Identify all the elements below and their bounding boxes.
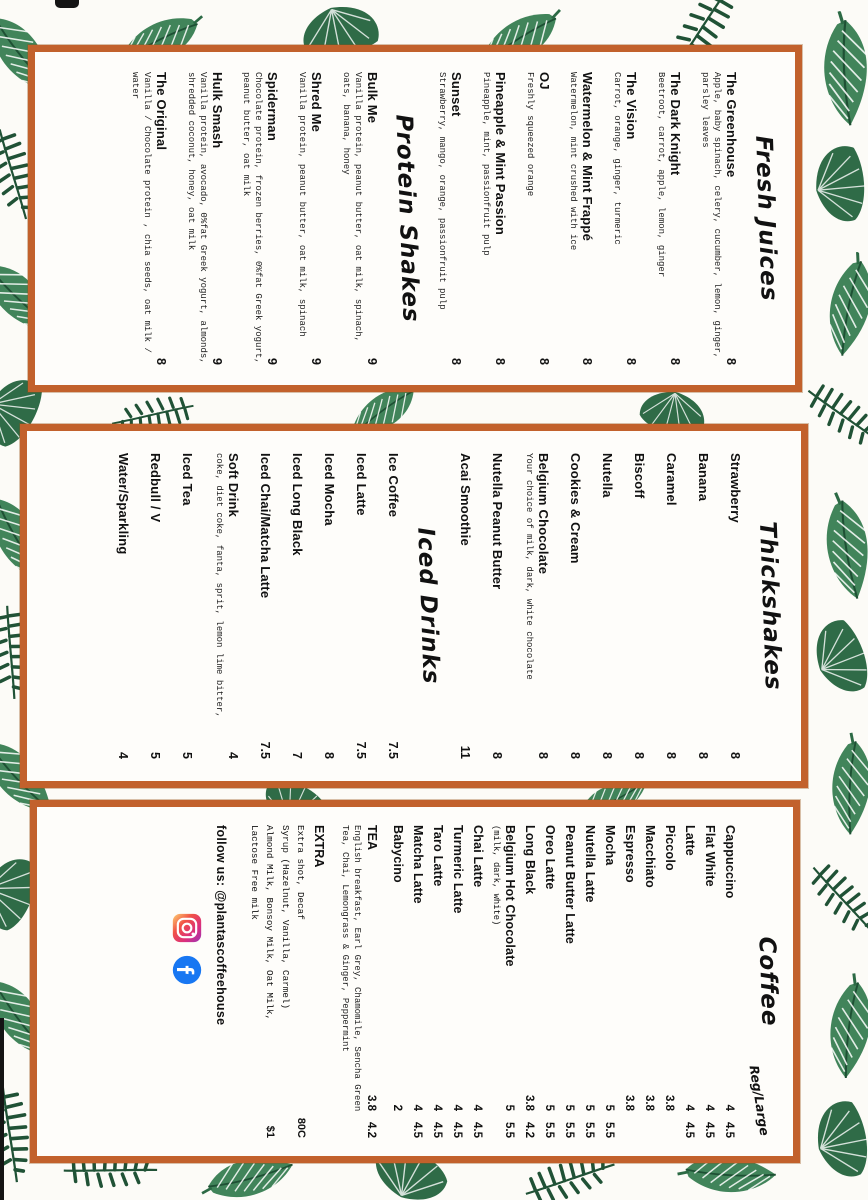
menu-item [728, 453, 743, 759]
item-name: Mocha [603, 825, 617, 866]
item-name: OJ [536, 72, 552, 90]
item-name: Nutella Latte [583, 825, 597, 903]
item-price: 4 [116, 752, 131, 759]
menu-item [391, 825, 405, 1138]
item-price: 9 [309, 358, 324, 365]
item-description: Watermelon, mint crushed with ice [568, 72, 579, 251]
item-price-reg: 4 [703, 1104, 715, 1111]
item-price-reg: 3.8 [365, 1095, 377, 1111]
menu-item [339, 72, 380, 365]
item-price-reg: 4 [471, 1104, 483, 1111]
tea-section [365, 825, 379, 1138]
item-name: Espresso [623, 825, 637, 883]
menu-item [435, 72, 464, 365]
item-description: Freshly squeezed orange [524, 72, 535, 197]
item-price: 9 [265, 358, 280, 365]
menu-item [632, 453, 647, 759]
item-price-reg: 4 [683, 1104, 695, 1111]
menu-item [723, 825, 737, 1138]
item-description: Carrot, orange, ginger, turmeric [612, 72, 623, 245]
item-price: 8 [492, 358, 507, 365]
item-description: Vanilla protein, avocado, 0%fat Greek yogurt, almonds, shredded coconut, honey, oat milk [185, 72, 208, 364]
section-title-iced-drinks: Iced Drinks [412, 527, 444, 685]
item-description: Beetroot, carrot, apple, lemon, ginger [656, 72, 667, 278]
item-name: Piccolo [663, 825, 677, 871]
item-price-reg: 3.8 [523, 1095, 535, 1111]
panel-juices-shakes [28, 45, 802, 392]
item-name: The Greenhouse [724, 72, 739, 178]
leaf-illustration [800, 727, 868, 844]
menu-item [543, 825, 557, 1138]
leaf-illustration [793, 7, 868, 133]
item-price-reg: 5 [583, 1104, 595, 1111]
item-price-reg: 3.8 [663, 1095, 675, 1111]
item-price: 8 [322, 752, 337, 759]
item-description: Apple, baby spinach, celery, cucumber, lemon, ginger, parsley leaves [700, 72, 722, 359]
menu-item [522, 453, 551, 759]
item-name: Biscoff [632, 453, 647, 499]
item-price-large: 4.5 [703, 1122, 715, 1138]
menu-item [458, 453, 473, 759]
menu-item [600, 453, 615, 759]
menu-item [295, 72, 324, 365]
menu-item [148, 453, 163, 759]
item-price-large: 4.2 [365, 1122, 377, 1138]
item-price: 8 [580, 358, 595, 365]
item-name: Spiderman [265, 72, 281, 141]
menu-item [479, 72, 508, 365]
menu-item [683, 825, 697, 1138]
item-name: Strawberry [728, 453, 743, 523]
menu-item [116, 453, 131, 759]
item-price-reg: 3.8 [623, 1095, 635, 1111]
item-price-large: 4.5 [683, 1122, 695, 1138]
item-description: Strawberry, mango, orange, passionfruit pulp [436, 72, 447, 310]
menu-item [611, 72, 640, 365]
item-name: Flat White [703, 825, 717, 887]
item-price-reg: 3.8 [643, 1095, 655, 1111]
item-price-reg: 5 [543, 1104, 555, 1111]
menu-item [184, 72, 225, 365]
item-name: Macchiato [643, 825, 657, 888]
item-name: Turmeric Latte [451, 825, 465, 914]
extra-text: Extra shot, Decaf [295, 825, 307, 920]
item-price: 8 [600, 752, 614, 759]
item-name: Taro Latte [431, 825, 445, 887]
item-name: Matcha Latte [411, 825, 425, 904]
leaf-illustration [795, 966, 868, 1088]
item-price: 8 [668, 358, 683, 365]
item-price: 7.5 [354, 741, 369, 759]
menu-item [354, 453, 369, 759]
item-price-reg: 4 [411, 1104, 423, 1111]
extra-row [278, 825, 292, 1138]
item-description: Pineapple, mint, passionfruit pulp [480, 72, 491, 256]
item-name: Water/Sparkling [116, 453, 132, 555]
extra-price: $1 [263, 1125, 276, 1138]
item-price-reg: 4 [723, 1104, 735, 1111]
section-title-extra: EXTRA [312, 825, 327, 868]
item-price-large: 5.5 [563, 1122, 575, 1138]
section-title-thickshakes: Thickshakes [754, 520, 786, 692]
item-price: 11 [458, 745, 473, 759]
menu-item [523, 72, 552, 365]
item-price-large [663, 1111, 675, 1138]
menu-item [663, 825, 677, 1138]
item-price: 8 [153, 358, 168, 365]
item-price-reg: 4 [431, 1104, 443, 1111]
menu-item [696, 453, 711, 759]
instagram-icon [172, 913, 202, 943]
price-header: Reg/Large [746, 1064, 773, 1137]
item-name: Belgium Chocolate [536, 453, 551, 575]
section-title-tea: TEA [365, 825, 379, 850]
section-title-fresh-juices: Fresh Juices [750, 135, 782, 302]
item-price-reg: 4 [451, 1104, 463, 1111]
item-price-reg: 5 [563, 1104, 575, 1111]
menu-item [471, 825, 485, 1138]
menu-item [703, 825, 717, 1138]
panel-thickshakes-iced [20, 424, 808, 788]
tea-varieties: English breakfast, Earl Grey, Chamomile, Sencha Green Tea, Chai, Lemongrass & Ginger, Peppermint [340, 825, 362, 1112]
item-name: Banana [696, 453, 711, 502]
item-name: Sunset [448, 72, 464, 117]
item-price-large [643, 1111, 655, 1138]
item-price-large: 4.5 [431, 1122, 443, 1138]
item-name: Watermelon & Mint Frappé [580, 72, 596, 241]
item-name: Soft Drink [226, 453, 242, 518]
item-price-reg: 5 [603, 1104, 615, 1111]
item-name: Acai Smoothie [458, 453, 474, 546]
social-follow-text: follow us: @plantascoffeehouse [214, 825, 229, 1026]
item-price: 9 [365, 358, 379, 365]
menu-item [583, 825, 597, 1138]
section-title-coffee: Coffee [753, 936, 783, 1027]
extra-section [312, 825, 326, 1138]
leaf-illustration [800, 134, 868, 235]
leaf-illustration [794, 246, 868, 365]
menu-item [568, 453, 583, 759]
menu-item [503, 825, 517, 1138]
menu-item [490, 453, 505, 759]
item-name: Latte [683, 825, 697, 856]
item-price: 8 [536, 752, 550, 759]
item-name: Iced Long Black [290, 453, 306, 556]
menu-item [654, 72, 683, 365]
item-description: coke, diet coke, fanta, sprit, lemon lime bitter, [214, 453, 225, 718]
item-price: 8 [696, 752, 710, 759]
item-price: 9 [209, 358, 224, 365]
item-price: 8 [490, 752, 505, 759]
item-description: Vanilla protein, peanut butter, oat milk, spinach [297, 72, 308, 337]
panel-coffee [30, 800, 800, 1163]
item-name: Long Black [523, 825, 537, 895]
menu-item [240, 72, 281, 365]
item-name: The Dark Knight [668, 72, 684, 176]
menu-item [411, 825, 425, 1138]
item-price-large: 4.2 [523, 1122, 535, 1138]
item-name: Nutella Peanut Butter [490, 453, 506, 590]
item-name: Cookies & Cream [568, 453, 583, 564]
item-name: Caramel [664, 453, 679, 506]
item-price-large: 4.5 [723, 1122, 735, 1138]
item-name: Iced Mocha [322, 453, 338, 526]
extra-text: Almond Milk, Bonsoy Milk, Oat Milk, [263, 825, 275, 1021]
menu-item [523, 825, 537, 1138]
menu-item [431, 825, 445, 1138]
leaf-illustration [802, 489, 868, 605]
item-price: 7.5 [386, 741, 401, 759]
menu-item [290, 453, 305, 759]
menu-item [212, 453, 241, 759]
item-price: 8 [624, 358, 639, 365]
menu-item [128, 72, 169, 365]
menu-item [563, 825, 577, 1138]
section-title-protein-shakes: Protein Shakes [390, 113, 424, 324]
item-description: Vanilla / Chocolate protein , chia seeds, oat milk / water [130, 72, 152, 353]
item-price-large [623, 1111, 635, 1138]
item-name: The Vision [624, 72, 640, 140]
menu-item [322, 453, 337, 759]
item-price: 4 [226, 752, 241, 759]
menu-item [386, 453, 401, 759]
menu-item [603, 825, 617, 1138]
item-name: Nutella [600, 453, 615, 498]
leaf-illustration [802, 367, 868, 467]
item-price: 8 [632, 752, 646, 759]
item-description: Chocolate protein, frozen berries, 0%fat Greek yogurt, peanut butter, oat milk [241, 72, 264, 364]
item-price: 5 [180, 752, 195, 759]
extra-text: Syrup (Hazelnut, Vanilla, Carmel) [280, 825, 292, 1010]
item-price: 8 [724, 358, 738, 365]
item-name: Belgium Hot Chocolate [503, 825, 517, 967]
item-description: Vanilla protein, peanut butter, oat milk, spinach, oats, banana, honey [341, 72, 363, 343]
menu-item [623, 825, 637, 1138]
item-name: The Original [153, 72, 169, 151]
menu-item [451, 825, 465, 1138]
item-name: Pineapple & Mint Passion [492, 72, 508, 235]
item-name: Hulk Smash [209, 72, 225, 149]
item-name: Oreo Latte [543, 825, 557, 890]
menu-item [698, 72, 739, 365]
item-price: 7.5 [258, 741, 273, 759]
item-name: Iced Chai/Matcha Latte [258, 453, 274, 599]
item-price-large: 5.5 [583, 1122, 595, 1138]
extra-price: 80C [295, 1117, 308, 1138]
item-name: Babycino [391, 825, 405, 883]
extra-row [292, 825, 309, 1138]
item-price: 8 [664, 752, 678, 759]
item-price: 7 [290, 752, 305, 759]
facebook-icon [172, 955, 202, 985]
extra-row [261, 825, 278, 1138]
leaf-illustration [808, 853, 868, 948]
item-price: 8 [568, 752, 582, 759]
item-description: Your choice of milk, dark, white chocolate [524, 453, 534, 680]
item-price-reg: 2 [391, 1104, 403, 1111]
scan-artifact [55, 0, 79, 8]
item-price: 5 [148, 752, 163, 759]
social-icons [172, 913, 202, 1138]
menu-item [664, 453, 679, 759]
menu-item [258, 453, 273, 759]
leaf-illustration [798, 1088, 868, 1194]
item-price-large: 5.5 [503, 1122, 515, 1138]
item-name: Chai Latte [471, 825, 485, 888]
item-price: 8 [728, 752, 742, 759]
item-name: Cappuccino [723, 825, 737, 899]
extra-row [246, 825, 260, 1138]
menu-item [643, 825, 657, 1138]
item-name: Peanut Butter Latte [563, 825, 577, 945]
item-price-large: 4.5 [471, 1122, 483, 1138]
item-name: Ice Coffee [386, 453, 402, 518]
item-name: Iced Latte [354, 453, 370, 516]
item-price-large [391, 1111, 403, 1138]
menu-item [567, 72, 596, 365]
item-price-large: 5.5 [543, 1122, 555, 1138]
item-name: Shred Me [309, 72, 325, 133]
item-price: 8 [536, 358, 551, 365]
item-name: Redbull / V [148, 453, 164, 523]
menu-item [180, 453, 195, 759]
extra-text: Lactose Free milk [248, 825, 260, 920]
item-name: Iced Tea [180, 453, 196, 506]
item-price-large: 4.5 [411, 1122, 423, 1138]
item-price: 8 [448, 358, 463, 365]
scan-artifact [0, 1018, 4, 1200]
item-price-large: 4.5 [451, 1122, 463, 1138]
item-name: Bulk Me [365, 72, 380, 124]
item-price-large: 5.5 [603, 1122, 615, 1138]
item-description: (milk, dark, white) [491, 825, 501, 926]
item-price-reg: 5 [503, 1104, 515, 1111]
